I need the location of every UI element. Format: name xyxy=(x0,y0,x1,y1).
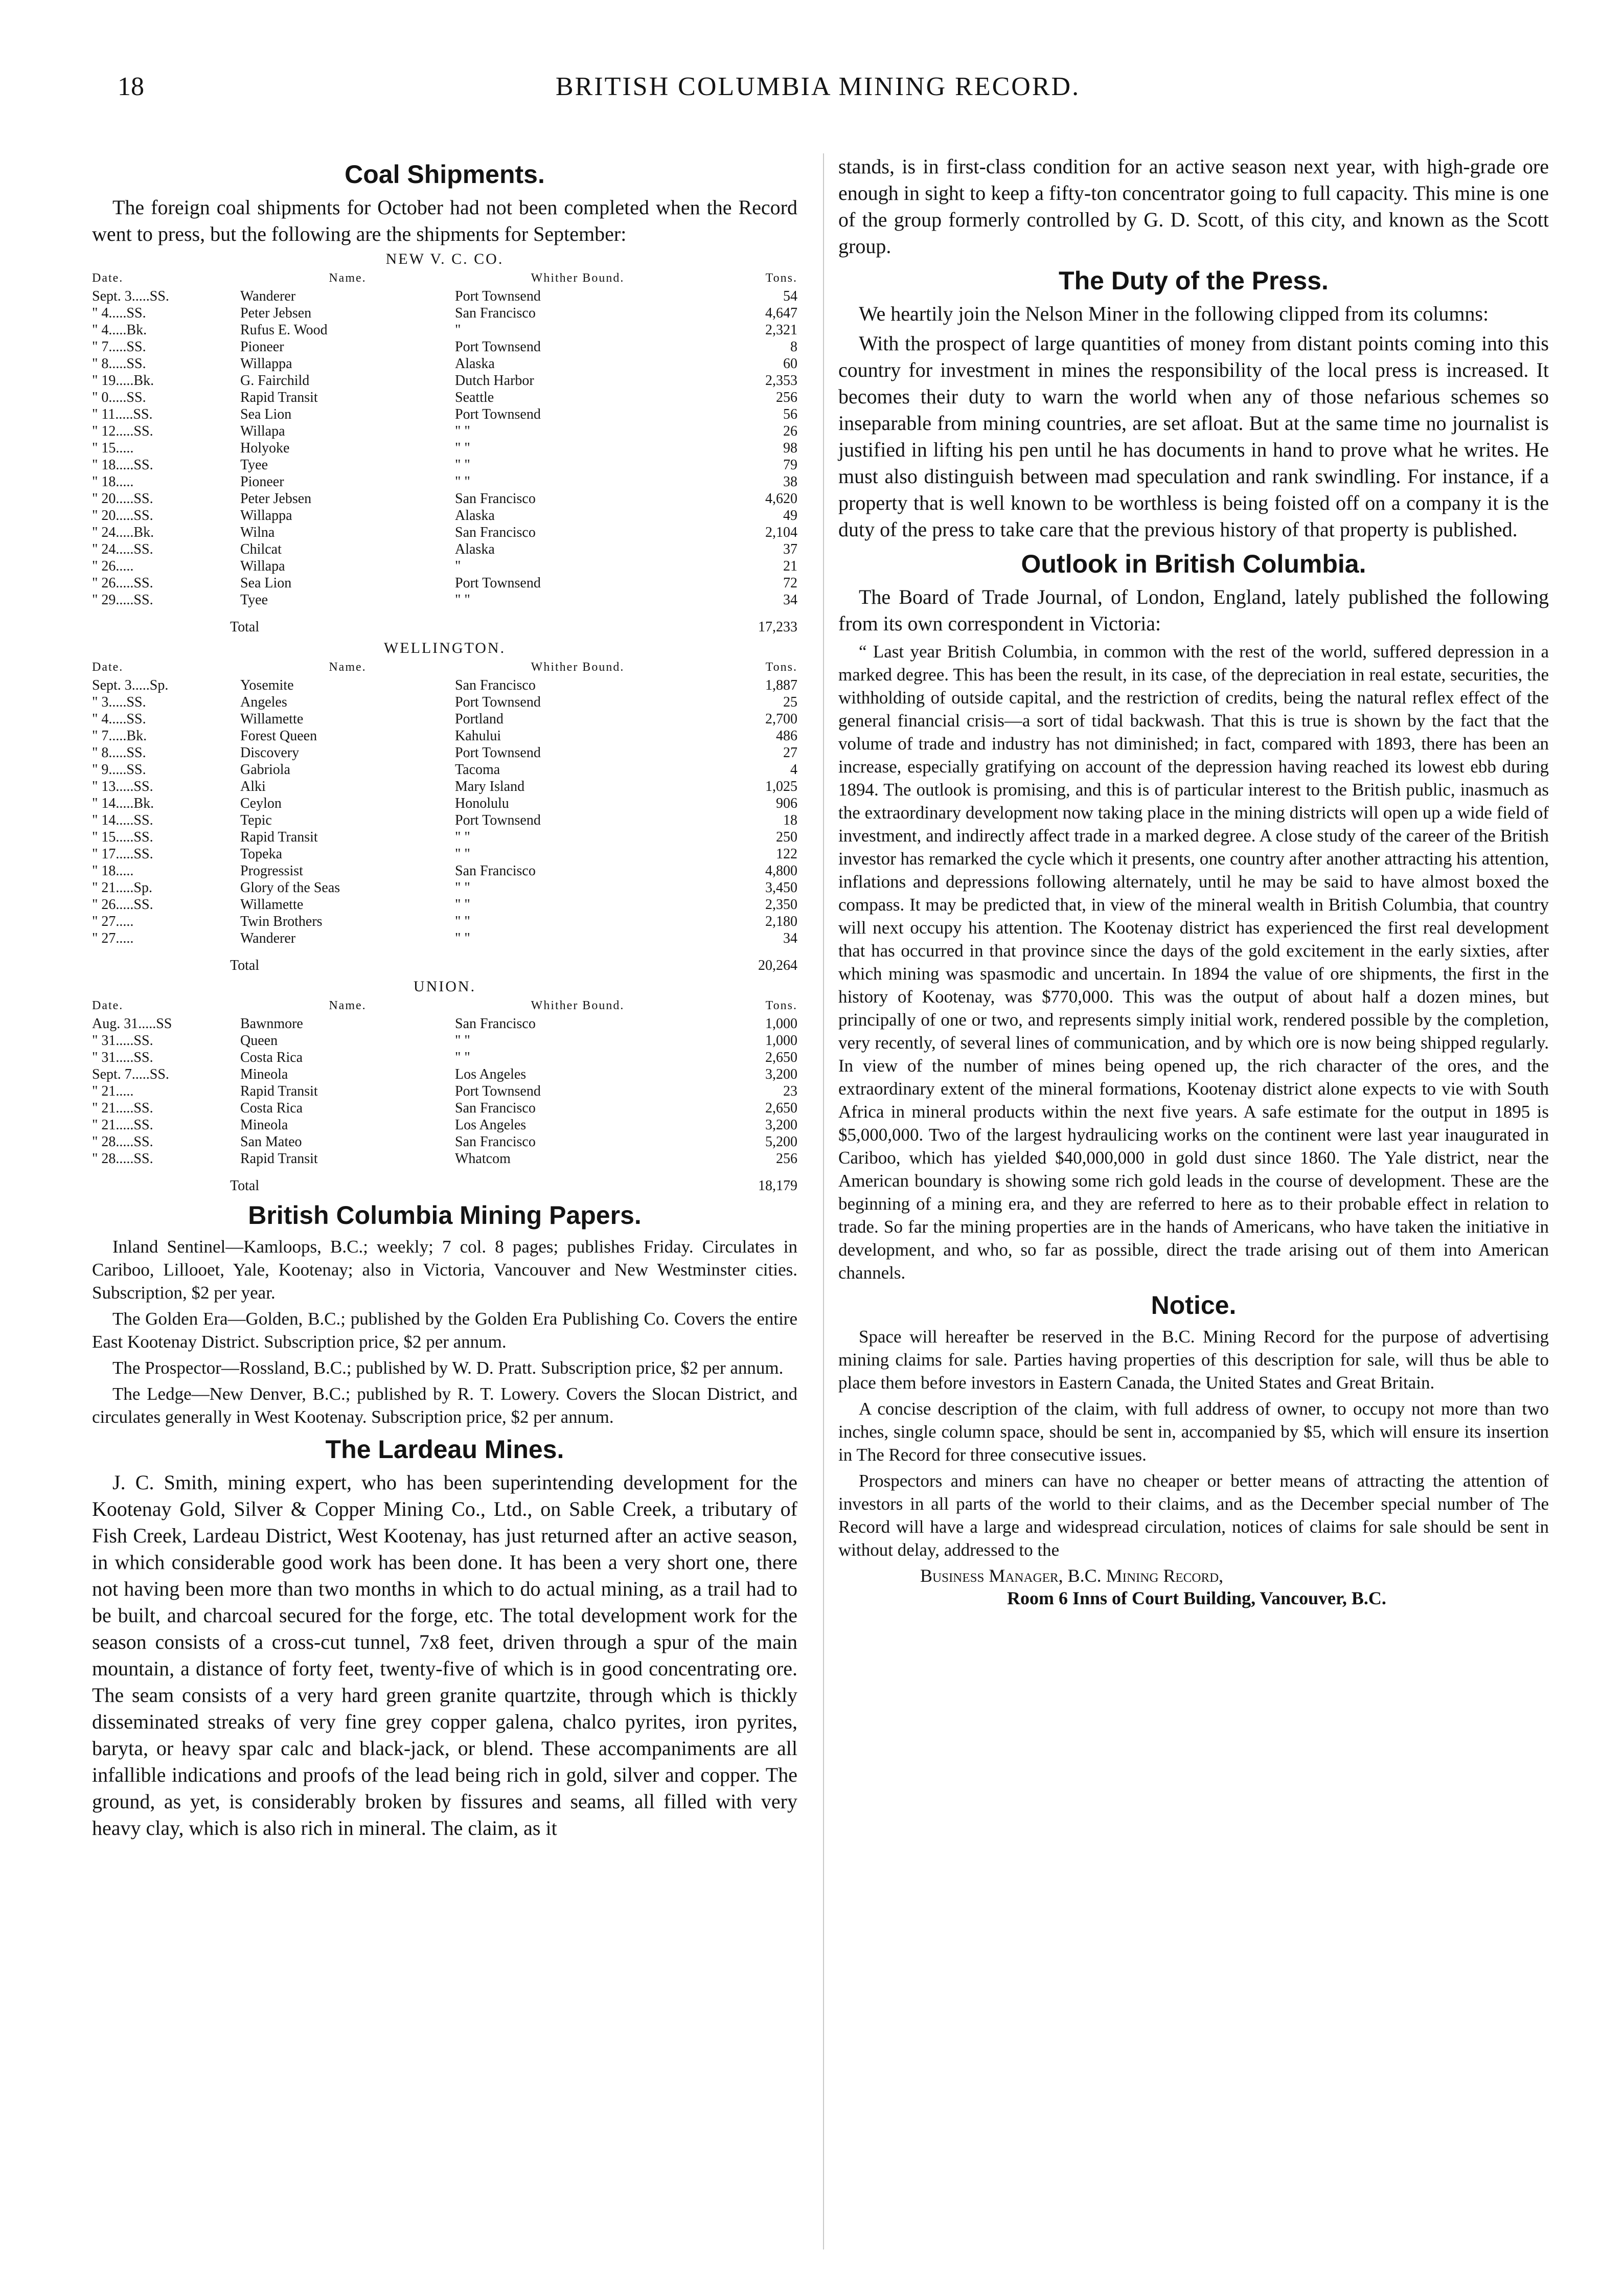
table-row xyxy=(92,1083,797,1100)
total-value: 18,179 xyxy=(758,1178,797,1194)
cell-dest: Port Townsend xyxy=(455,288,541,304)
cell-tons: 27 xyxy=(783,745,797,761)
cell-dest: " " xyxy=(455,423,470,439)
cell-dest: Alaska xyxy=(455,508,495,524)
cell-dest: " xyxy=(455,322,461,338)
table-row xyxy=(92,896,797,913)
cell-date: Sept. 3.....Sp. xyxy=(92,677,169,693)
cell-name: Chilcat xyxy=(240,541,282,557)
cell-tons: 5,200 xyxy=(765,1134,797,1150)
coal-shipments-intro: The foreign coal shipments for October had not been completed when the Record went to press, but the following are the shipments for September: xyxy=(92,196,797,245)
cell-name: Tyee xyxy=(240,457,268,473)
table-row xyxy=(92,440,797,457)
table-row xyxy=(92,1015,797,1032)
cell-dest: San Francisco xyxy=(455,525,536,540)
table-row xyxy=(92,355,797,372)
cell-dest: Alaska xyxy=(455,356,495,372)
cell-tons: 486 xyxy=(776,728,797,744)
cell-dest: " " xyxy=(455,1050,470,1065)
duty-press-intro: We heartily join the Nelson Miner in the following clipped from its columns: xyxy=(859,302,1489,325)
cell-tons: 98 xyxy=(783,440,797,456)
cell-date: Aug. 31.....SS xyxy=(92,1016,172,1032)
cell-tons: 2,700 xyxy=(765,711,797,727)
cell-dest: Port Townsend xyxy=(455,812,541,828)
cell-dest: " " xyxy=(455,846,470,862)
cell-name: Tyee xyxy=(240,592,268,608)
table-row xyxy=(92,829,797,846)
column-header-tons: Tons. xyxy=(765,999,797,1012)
cell-date: " 8.....SS. xyxy=(92,745,146,761)
signature-line: Business Manager, B.C. Mining Record, xyxy=(920,1565,1224,1586)
cell-tons: 3,450 xyxy=(765,880,797,896)
cell-name: Pioneer xyxy=(240,474,284,490)
cell-date: " 8.....SS. xyxy=(92,356,146,372)
cell-tons: 1,000 xyxy=(765,1033,797,1049)
table-row xyxy=(92,457,797,473)
cell-name: Twin Brothers xyxy=(240,914,323,929)
table-row xyxy=(92,778,797,795)
notice-paragraph: A concise description of the claim, with full address of owner, to occupy not more than two inches, single column space, should be sent in, accompanied by $5, which will ensure its insertion in The Record for three consecutive issues. xyxy=(838,1399,1549,1465)
signature-address: Room 6 Inns of Court Building, Vancouver, B.C. xyxy=(1007,1588,1386,1608)
cell-dest: " " xyxy=(455,440,470,456)
cell-dest: " " xyxy=(455,457,470,473)
table-row xyxy=(92,711,797,728)
lardeau-continuation: stands, is in first-class condition for an active season next year, with high-grade ore enough in sight to keep a fifty-ton concentrator going to full capacity. This mine is one of the group formerly controlled by G. D. Scott, of this city, and known as the Scott group. xyxy=(838,155,1549,258)
cell-dest: Los Angeles xyxy=(455,1066,527,1082)
table-row xyxy=(92,1133,797,1150)
cell-date: " 24.....SS. xyxy=(92,541,153,557)
total-label: Total xyxy=(230,619,260,635)
cell-dest: San Francisco xyxy=(455,1134,536,1150)
cell-name: Rapid Transit xyxy=(240,1083,318,1099)
notice-paragraph: Prospectors and miners can have no cheaper or better means of attracting the attention of investors in all parts of the world to their claims, and as the December special number of The Record will have a large and widespread circulation, notices of claims for sale should be sent in without delay, addressed to the xyxy=(838,1471,1549,1560)
column-header-name: Name. xyxy=(329,999,367,1012)
cell-tons: 34 xyxy=(783,930,797,946)
table-row xyxy=(92,761,797,778)
lardeau-title: The Lardeau Mines. xyxy=(325,1435,564,1464)
cell-name: G. Fairchild xyxy=(240,373,310,389)
cell-name: Discovery xyxy=(240,745,300,761)
cell-date: " 21.....SS. xyxy=(92,1100,153,1116)
duty-press-quote: With the prospect of large quantities of money from distant points coming into this country for investment in mines the responsibility of the local press is increased. It becomes their duty to warn the world when any of those nefarious schemes so inseparable from mining countries, are set afloat. But at the same time no journalist is justified in lifting his pen until he has documents in hand to prove what he writes. He must also distinguish between mad speculation and rank swindling. For instance, if a property that is well known to be worthless is being foisted off on a company it is the duty of the press to take care that the previous history of that property is published. xyxy=(838,332,1549,541)
right-column xyxy=(838,153,1549,1609)
cell-dest: " xyxy=(455,558,461,574)
cell-tons: 23 xyxy=(783,1083,797,1099)
cell-tons: 256 xyxy=(776,390,797,405)
cell-dest: San Francisco xyxy=(455,491,536,507)
cell-name: Peter Jebsen xyxy=(240,491,312,507)
cell-tons: 79 xyxy=(783,457,797,473)
cell-dest: Alaska xyxy=(455,541,495,557)
cell-name: Peter Jebsen xyxy=(240,305,312,321)
cell-dest: Port Townsend xyxy=(455,1083,541,1099)
table-row xyxy=(92,507,797,524)
cell-date: Sept. 3.....SS. xyxy=(92,288,169,304)
shipment-table-header xyxy=(92,997,797,1014)
table-row xyxy=(92,1150,797,1167)
cell-tons: 54 xyxy=(783,288,797,304)
cell-tons: 1,887 xyxy=(765,677,797,693)
column-header-dest: Whither Bound. xyxy=(531,661,625,674)
cell-date: " 21..... xyxy=(92,1083,134,1099)
cell-date: " 18..... xyxy=(92,863,134,879)
cell-date: " 28.....SS. xyxy=(92,1134,153,1150)
table-row xyxy=(92,1117,797,1133)
shipment-section-title: NEW V. C. CO. xyxy=(385,251,504,267)
cell-tons: 2,650 xyxy=(765,1050,797,1065)
column-header-name: Name. xyxy=(329,661,367,674)
cell-dest: Seattle xyxy=(455,390,494,405)
cell-dest: San Francisco xyxy=(455,305,536,321)
cell-date: " 27..... xyxy=(92,914,134,929)
table-row xyxy=(92,1100,797,1117)
cell-date: " 4.....SS. xyxy=(92,711,146,727)
cell-date: " 11.....SS. xyxy=(92,406,153,422)
cell-dest: " " xyxy=(455,592,470,608)
table-row xyxy=(92,795,797,812)
table-row xyxy=(92,524,797,541)
cell-tons: 2,104 xyxy=(765,525,797,540)
shipment-total-row xyxy=(92,957,797,974)
coal-shipments-article xyxy=(92,160,797,1194)
cell-date: " 0.....SS. xyxy=(92,390,146,405)
cell-dest: San Francisco xyxy=(455,863,536,879)
notice-paragraph: Space will hereafter be reserved in the B.C. Mining Record for the purpose of advertising mining claims for sale. Parties having properties of this description for sale, will thus be able to place them before investors in Eastern Canada, the United States and Great Britain. xyxy=(838,1327,1549,1393)
cell-tons: 21 xyxy=(783,558,797,574)
cell-date: " 4.....SS. xyxy=(92,305,146,321)
cell-date: " 28.....SS. xyxy=(92,1151,153,1167)
total-value: 20,264 xyxy=(758,958,797,973)
table-row xyxy=(92,389,797,406)
cell-date: " 12.....SS. xyxy=(92,423,153,439)
cell-date: " 20.....SS. xyxy=(92,508,153,524)
page-header xyxy=(87,66,1549,112)
cell-tons: 4 xyxy=(790,762,797,778)
cell-tons: 1,000 xyxy=(765,1016,797,1032)
shipment-total-row xyxy=(92,619,797,635)
cell-date: " 18.....SS. xyxy=(92,457,153,473)
cell-tons: 3,200 xyxy=(765,1066,797,1082)
cell-name: Bawnmore xyxy=(240,1016,303,1032)
cell-tons: 4,620 xyxy=(765,491,797,507)
column-header-date: Date. xyxy=(92,999,124,1012)
cell-date: " 13.....SS. xyxy=(92,779,153,794)
column-header-date: Date. xyxy=(92,271,124,285)
cell-date: " 26..... xyxy=(92,558,134,574)
duty-press-title: The Duty of the Press. xyxy=(1059,266,1329,295)
cell-dest: Portland xyxy=(455,711,504,727)
table-row xyxy=(92,1049,797,1066)
cell-name: Willappa xyxy=(240,508,292,524)
cell-dest: Honolulu xyxy=(455,795,509,811)
cell-name: Progressist xyxy=(240,863,303,879)
column-header-name: Name. xyxy=(329,271,367,285)
cell-dest: " " xyxy=(455,897,470,913)
table-row xyxy=(92,592,797,608)
shipment-total-row xyxy=(92,1177,797,1194)
cell-name: Costa Rica xyxy=(240,1050,303,1065)
cell-name: Ceylon xyxy=(240,795,282,811)
table-row xyxy=(92,862,797,879)
cell-name: Rapid Transit xyxy=(240,1151,318,1167)
duty-press-article xyxy=(838,266,1549,543)
cell-dest: " " xyxy=(455,914,470,929)
cell-name: Rapid Transit xyxy=(240,390,318,405)
cell-tons: 34 xyxy=(783,592,797,608)
cell-dest: Port Townsend xyxy=(455,339,541,355)
column-header-tons: Tons. xyxy=(765,271,797,285)
cell-dest: Tacoma xyxy=(455,762,500,778)
shipment-table-header xyxy=(92,659,797,676)
table-row xyxy=(92,913,797,930)
cell-date: " 9.....SS. xyxy=(92,762,146,778)
cell-dest: Port Townsend xyxy=(455,406,541,422)
cell-tons: 2,180 xyxy=(765,914,797,929)
cell-name: Tepic xyxy=(240,812,272,828)
cell-dest: " " xyxy=(455,930,470,946)
cell-name: Willapa xyxy=(240,558,285,574)
table-row xyxy=(92,879,797,896)
cell-name: Holyoke xyxy=(240,440,290,456)
shipment-section-title: WELLINGTON. xyxy=(383,640,506,656)
cell-name: Mineola xyxy=(240,1117,288,1133)
cell-tons: 2,321 xyxy=(765,322,797,338)
cell-tons: 26 xyxy=(783,423,797,439)
cell-dest: " " xyxy=(455,474,470,490)
cell-tons: 250 xyxy=(776,829,797,845)
cell-tons: 4,647 xyxy=(765,305,797,321)
cell-tons: 122 xyxy=(776,846,797,862)
cell-date: " 21.....SS. xyxy=(92,1117,153,1133)
cell-tons: 8 xyxy=(790,339,797,355)
cell-dest: Dutch Harbor xyxy=(455,373,534,389)
cell-name: Yosemite xyxy=(240,677,294,693)
total-label: Total xyxy=(230,1178,260,1194)
cell-name: Pioneer xyxy=(240,339,284,355)
running-head: BRITISH COLUMBIA MINING RECORD. xyxy=(555,72,1081,101)
cell-dest: " " xyxy=(455,880,470,896)
cell-date: " 14.....Bk. xyxy=(92,795,154,811)
table-row xyxy=(92,305,797,322)
cell-dest: Los Angeles xyxy=(455,1117,527,1133)
cell-date: " 21.....Sp. xyxy=(92,880,153,896)
cell-name: Willapa xyxy=(240,423,285,439)
column-divider xyxy=(823,153,824,2249)
cell-name: Willappa xyxy=(240,356,292,372)
cell-name: Costa Rica xyxy=(240,1100,303,1116)
cell-name: Rufus E. Wood xyxy=(240,322,328,338)
shipment-table-header xyxy=(92,270,797,287)
cell-name: Queen xyxy=(240,1033,278,1049)
cell-dest: San Francisco xyxy=(455,1100,536,1116)
cell-name: Angeles xyxy=(240,694,287,710)
total-label: Total xyxy=(230,958,260,973)
cell-name: Wanderer xyxy=(240,930,296,946)
cell-date: " 4.....Bk. xyxy=(92,322,147,338)
outlook-intro: The Board of Trade Journal, of London, England, lately published the following from its own correspondent in Victoria: xyxy=(838,585,1549,635)
lardeau-text: J. C. Smith, mining expert, who has been superintending development for the Kootenay Gold, Silver & Copper Mining Co., Ltd., on Sable Creek, a tributary of Fish Creek, Lardeau District, West Kootenay, has just returned after an active season, in which considerable good work has been done. It has been a very short one, there not having been more than two months in which to do actual mining, as a trail had to be built, and charcoal secured for the forge, etc. The total development work for the season consists of a cross-cut tunnel, 7x8 feet, driven through a spur of the main mountain, a distance of forty feet, twenty-five of which is in good concentrating ore. The seam consists of a very hard green granite quartzite, through which is thickly disseminated streaks of very fine grey copper galena, chalco pyrites, iron pyrites, baryta, or heavy spar calc and black-jack, or blend. These accompaniments are all infallible indications and proofs of the lead being rich in gold, silver and copper. The ground, as yet, is considerably broken by fissures and seams, all filled with very heavy clay, which is also rich in mineral. The claim, as it xyxy=(92,1471,797,1839)
table-row xyxy=(92,930,797,947)
cell-dest: Whatcom xyxy=(455,1151,511,1167)
cell-date: " 17.....SS. xyxy=(92,846,153,862)
cell-name: Glory of the Seas xyxy=(240,880,340,896)
left-column xyxy=(92,153,797,1845)
cell-dest: Mary Island xyxy=(455,779,525,794)
cell-name: Alki xyxy=(240,779,266,794)
outlook-title: Outlook in British Columbia. xyxy=(1021,550,1366,578)
outlook-quote: “ Last year British Columbia, in common with the rest of the world, suffered depression in a marked degree. This has been the result, in its case, of the depreciation in real estate, securities, the withholding of outside capital, and the restriction of credits, being the natural reflex effect of the general financial crisis—a sort of tidal backwash. That this is true is shown by the fact that the volume of trade and industry has not diminished; in fact, compared with 1893, there has been an increase, especially gratifying on account of the depression having reached its lowest ebb during 1894. The outlook is promising, and this is of particular interest to the British public, inasmuch as the extraordinary development now taking place in the mining districts will open up a wide field of investment, and indirectly affect trade in a marked degree. A close study of the career of the British investor has remarked the cycle which it presents, one country after another attracting his attention, inflations and depressions following alternately, until he may be said to have almost boxed the compass. It may be predicted that, in view of the mineral wealth in British Columbia, that country will next occupy his attention. The Kootenay district has experienced the first real development that has occurred in that province since the days of the gold excitement in the early sixties, after which mining was spasmodic and uncertain. In 1894 the value of ore shipments, the first in the history of Kootenay, was $770,000. This was the output of about half a dozen mines, but principally of one or two, and represents simply initial work, rendered possible by the completion, very recently, of several lines of communication, and by which ore is now being shipped regularly. In view of the number of mines being opened up, the rich character of the ores, and the extraordinary extent of the mineral formations, Kootenay district alone expects to vie with South Africa in mineral products within the next five years. A safe estimate for the output in 1895 is $5,000,000. Two of the largest hydraulicing works on the continent were last year inaugurated in Cariboo, which has yielded $40,000,000 in gold dust since 1860. The Yale district, near the American boundary is showing some rich gold leads in the course of development. These are the beginning of a mining era, and they are referred to here as to their probable effect in relation to trade. So far the mining properties are in the hands of Americans, who have taken the initiative in development, and who, so far as possible, direct the trade arising out of them into American channels. xyxy=(838,642,1549,1283)
cell-tons: 18 xyxy=(783,812,797,828)
cell-date: " 15..... xyxy=(92,440,134,456)
cell-tons: 49 xyxy=(783,508,797,524)
cell-date: " 24.....Bk. xyxy=(92,525,154,540)
table-row xyxy=(92,558,797,575)
cell-date: " 15.....SS. xyxy=(92,829,153,845)
cell-date: " 20.....SS. xyxy=(92,491,153,507)
table-row xyxy=(92,694,797,711)
cell-dest: San Francisco xyxy=(455,677,536,693)
cell-date: " 26.....SS. xyxy=(92,897,153,913)
cell-date: " 18..... xyxy=(92,474,134,490)
cell-date: " 7.....Bk. xyxy=(92,728,147,744)
paper-entry: Inland Sentinel—Kamloops, B.C.; weekly; 7 col. 8 pages; publishes Friday. Circulates in Cariboo, Lillooet, Yale, Kootenay; also in Victoria, Vancouver and New Westminster cities. Subscription, $2 per year. xyxy=(92,1237,797,1303)
outlook-article xyxy=(838,549,1549,1284)
notice-article xyxy=(838,1290,1549,1609)
paper-entry: The Golden Era—Golden, B.C.; published by the Golden Era Publishing Co. Covers the entire East Kootenay District. Subscription price, $2 per annum. xyxy=(92,1309,797,1352)
cell-tons: 906 xyxy=(776,795,797,811)
cell-tons: 1,025 xyxy=(765,779,797,794)
table-row xyxy=(92,812,797,829)
cell-tons: 38 xyxy=(783,474,797,490)
cell-date: " 29.....SS. xyxy=(92,592,153,608)
table-row xyxy=(92,575,797,592)
cell-dest: " " xyxy=(455,1033,470,1049)
shipment-tables xyxy=(92,251,797,1194)
shipment-section-title: UNION. xyxy=(413,978,476,995)
cell-tons: 2,353 xyxy=(765,373,797,389)
cell-name: Wanderer xyxy=(240,288,296,304)
notice-signature xyxy=(838,1564,1549,1609)
cell-date: Sept. 7.....SS. xyxy=(92,1066,169,1082)
cell-name: Sea Lion xyxy=(240,575,292,591)
cell-tons: 37 xyxy=(783,541,797,557)
cell-name: Gabriola xyxy=(240,762,290,778)
cell-date: " 3.....SS. xyxy=(92,694,146,710)
column-header-tons: Tons. xyxy=(765,661,797,674)
paper-entry: The Ledge—New Denver, B.C.; published by R. T. Lowery. Covers the Slocan District, and circulates generally in West Kootenay. Subscription price, $2 per annum. xyxy=(92,1384,797,1427)
coal-shipments-title: Coal Shipments. xyxy=(345,160,545,189)
table-row xyxy=(92,473,797,490)
table-row xyxy=(92,406,797,423)
table-row xyxy=(92,490,797,507)
total-value: 17,233 xyxy=(758,619,797,635)
cell-name: Sea Lion xyxy=(240,406,292,422)
cell-tons: 2,350 xyxy=(765,897,797,913)
column-header-dest: Whither Bound. xyxy=(531,271,625,285)
cell-date: " 31.....SS. xyxy=(92,1050,153,1065)
table-row xyxy=(92,423,797,440)
table-row xyxy=(92,744,797,761)
column-header-dest: Whither Bound. xyxy=(531,999,625,1012)
cell-tons: 25 xyxy=(783,694,797,710)
cell-dest: Port Townsend xyxy=(455,575,541,591)
cell-dest: Port Townsend xyxy=(455,694,541,710)
table-row xyxy=(92,288,797,305)
cell-date: " 14.....SS. xyxy=(92,812,153,828)
table-row xyxy=(92,541,797,558)
cell-name: Wilna xyxy=(240,525,275,540)
table-row xyxy=(92,846,797,862)
cell-tons: 56 xyxy=(783,406,797,422)
cell-tons: 2,650 xyxy=(765,1100,797,1116)
table-row xyxy=(92,728,797,744)
notice-title: Notice. xyxy=(1151,1291,1237,1320)
table-row xyxy=(92,1032,797,1049)
table-row xyxy=(92,372,797,389)
cell-tons: 4,800 xyxy=(765,863,797,879)
table-row xyxy=(92,677,797,694)
lardeau-article xyxy=(92,1435,797,1842)
mining-papers-article xyxy=(92,1200,797,1428)
page-number: 18 xyxy=(118,72,144,101)
cell-date: " 7.....SS. xyxy=(92,339,146,355)
cell-tons: 72 xyxy=(783,575,797,591)
cell-date: " 19.....Bk. xyxy=(92,373,154,389)
cell-name: Willamette xyxy=(240,711,304,727)
cell-name: Rapid Transit xyxy=(240,829,318,845)
cell-dest: " " xyxy=(455,829,470,845)
cell-dest: Kahului xyxy=(455,728,501,744)
cell-dest: Port Townsend xyxy=(455,745,541,761)
column-header-date: Date. xyxy=(92,661,124,674)
cell-name: Forest Queen xyxy=(240,728,317,744)
cell-name: Topeka xyxy=(240,846,283,862)
cell-tons: 3,200 xyxy=(765,1117,797,1133)
cell-tons: 60 xyxy=(783,356,797,372)
cell-tons: 256 xyxy=(776,1151,797,1167)
cell-date: " 31.....SS. xyxy=(92,1033,153,1049)
paper-entry: The Prospector—Rossland, B.C.; published by W. D. Pratt. Subscription price, $2 per annum. xyxy=(112,1358,784,1378)
mining-papers-title: British Columbia Mining Papers. xyxy=(248,1201,642,1230)
table-row xyxy=(92,1066,797,1083)
cell-date: " 26.....SS. xyxy=(92,575,153,591)
cell-dest: San Francisco xyxy=(455,1016,536,1032)
cell-date: " 27..... xyxy=(92,930,134,946)
cell-name: San Mateo xyxy=(240,1134,302,1150)
cell-name: Willamette xyxy=(240,897,304,913)
table-row xyxy=(92,322,797,338)
table-row xyxy=(92,338,797,355)
cell-name: Mineola xyxy=(240,1066,288,1082)
